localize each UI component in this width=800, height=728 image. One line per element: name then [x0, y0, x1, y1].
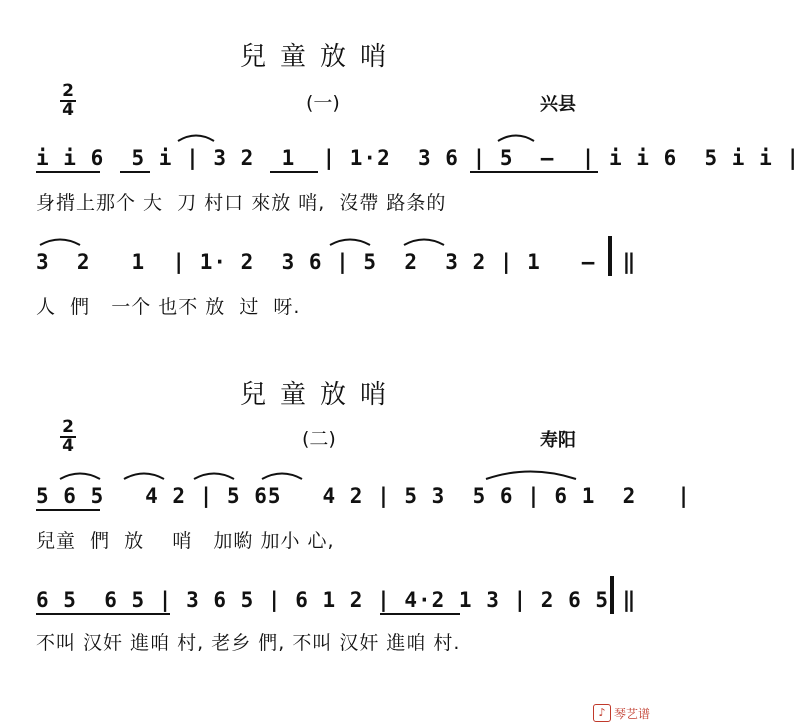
watermark-logo [593, 704, 650, 722]
song2-line1-notes: 5 6 5 4 2 | 5 65 4 2 | 5 3 5 6 | 6 1 2 | [36, 484, 691, 508]
song2-line2-lyrics: 不叫 汉奸 進咱 村, 老乡 們, 不叫 汉奸 進咱 村. [36, 632, 461, 654]
slur-arc [262, 474, 302, 480]
song2-line2-notes: 6 5 6 5 | 3 6 5 | 6 1 2 | 4·2 1 3 | 2 6 5 ‖ [36, 588, 637, 612]
song1-line2-lyrics: 人 們 一个 也不 放 过 呀. [36, 296, 301, 318]
slur-arc [330, 240, 370, 246]
slur-arc [178, 136, 214, 142]
song1-title: 兒童放哨 [240, 42, 401, 72]
song2-number: (二) [302, 428, 336, 450]
time-top: 2 [62, 417, 74, 437]
slur-arc [194, 474, 234, 480]
song1-number: (一) [306, 92, 340, 114]
song1-line1-lyrics: 身揹上那个 大 刀 村口 來放 哨, 沒帶 路条的 [36, 192, 447, 214]
time-top: 2 [62, 81, 74, 101]
time-bottom: 4 [62, 436, 74, 456]
slur-arc [486, 472, 576, 480]
slur-arc [498, 136, 534, 142]
song1-line2-notes: 3 2 1 | 1· 2 3 6 | 5 2 3 2 | 1 – ‖ [36, 250, 637, 274]
slur-arc [124, 474, 164, 480]
song2-line1-lyrics: 兒童 們 放 哨 加喲 加小 心, [36, 530, 335, 552]
song2-region: 寿阳 [540, 430, 576, 451]
song1-region: 兴县 [540, 94, 576, 115]
watermark-text: 琴艺谱 [613, 706, 650, 721]
time-bottom: 4 [62, 100, 74, 120]
slur-arc [404, 240, 444, 246]
song1-line1-notes: i i 6 5 i | 3 2 1 | 1·2 3 6 | 5 – | i i 6 5 i i | [36, 146, 800, 170]
slur-arc [40, 240, 80, 246]
song2-title: 兒童放哨 [240, 380, 401, 410]
slur-arc [60, 474, 100, 480]
music-note-logo-icon: ♪ [593, 704, 611, 722]
